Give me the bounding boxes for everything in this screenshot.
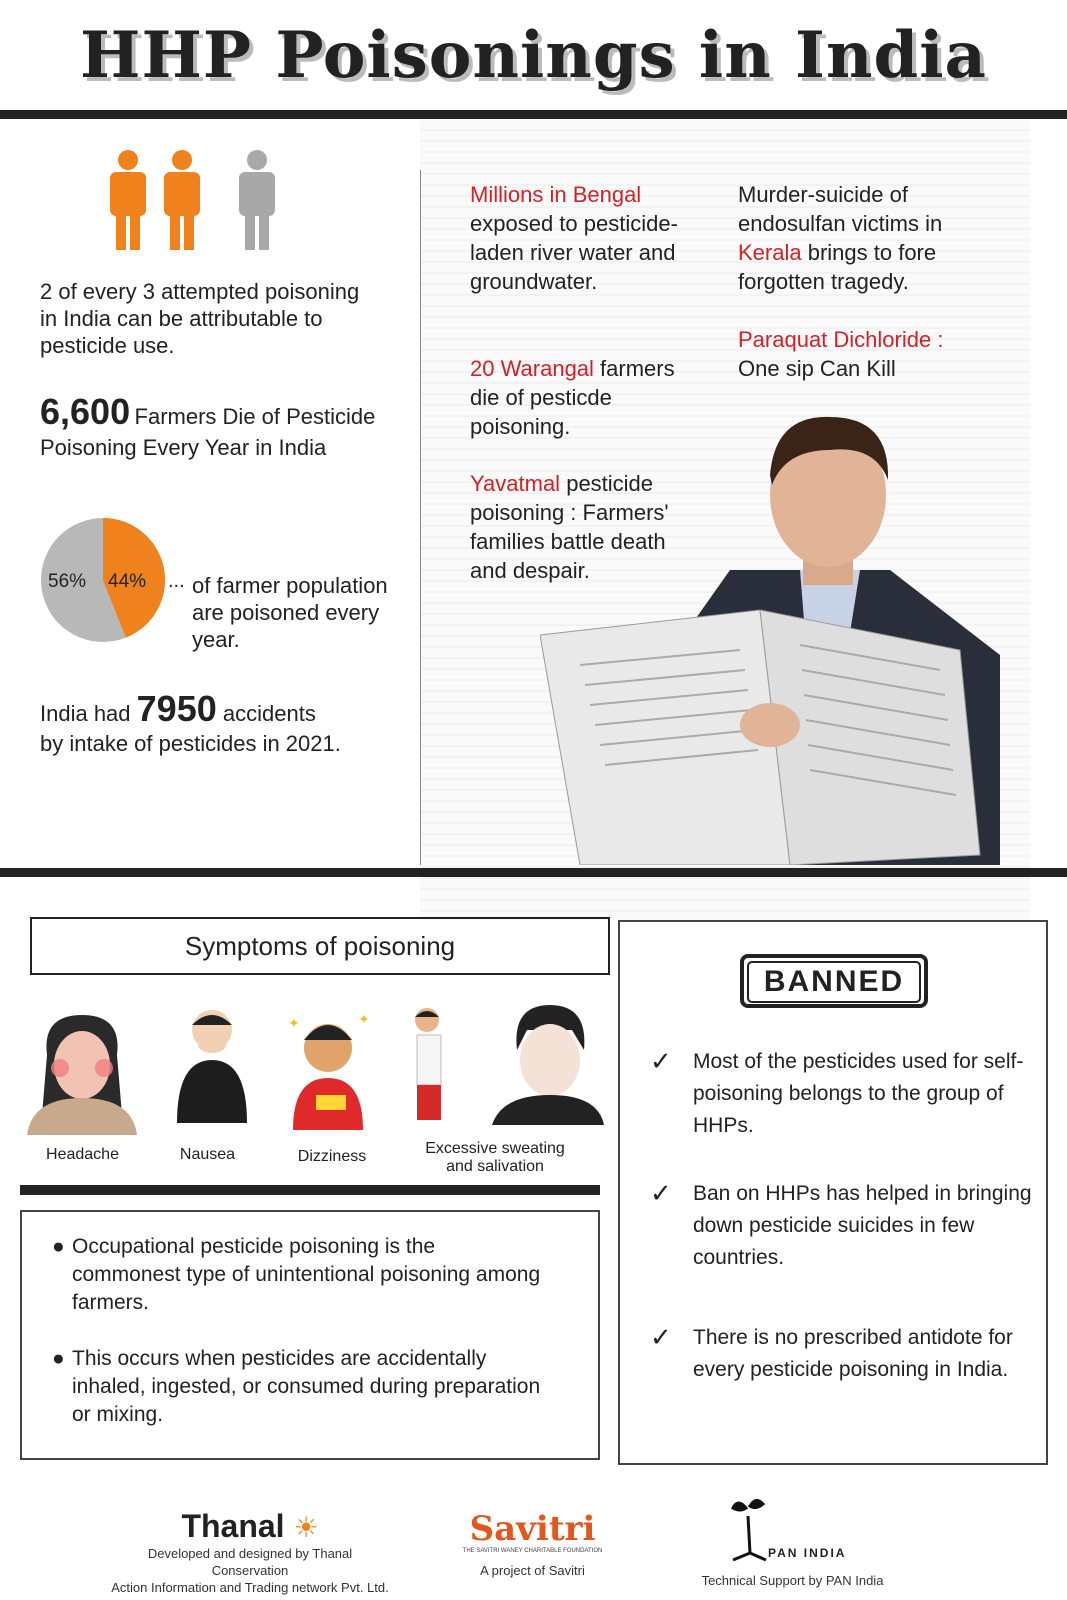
info-bullet-2-text: This occurs when pesticides are accidentally inhaled, ingested, or consumed during preparation or mixing. xyxy=(72,1347,541,1426)
pie-caption: of farmer population are poisoned every year. xyxy=(192,573,388,652)
deaths-stat xyxy=(40,391,420,465)
deaths-text-2: Poisoning Every Year in India xyxy=(40,435,327,460)
headline-paraquat-red: Paraquat Dichloride : xyxy=(738,327,944,352)
headline-kerala xyxy=(738,180,983,296)
thanal-logo xyxy=(110,1508,390,1545)
nausea-illustration xyxy=(172,1005,252,1130)
check-icon: ✓ xyxy=(650,1178,672,1208)
info-bullet-2 xyxy=(52,1345,552,1429)
symptom-label: Dizziness xyxy=(297,1148,367,1165)
headache-illustration xyxy=(22,1010,140,1135)
headline-warangal-text: farmers die of pesticde poisoning. xyxy=(470,356,675,439)
savitri-logo: Savitri xyxy=(469,1509,596,1549)
person-icon xyxy=(164,150,200,250)
headline-kerala-red: Kerala xyxy=(738,240,802,265)
banned-item: There is no prescribed antidote for every pesticide poisoning in India. xyxy=(693,1326,1013,1381)
savitri-footer xyxy=(445,1510,620,1579)
banned-label: BANNED xyxy=(747,961,921,1003)
pan-india-logo-icon xyxy=(728,1498,773,1563)
person-icon xyxy=(239,150,275,250)
svg-text:✦: ✦ xyxy=(358,1012,370,1028)
headline-kerala-post: brings to fore forgotten tragedy. xyxy=(738,240,937,294)
sweating-illustration xyxy=(402,1005,462,1130)
symptoms-title: Symptoms of poisoning xyxy=(30,917,610,975)
thanal-footer xyxy=(110,1508,390,1596)
banned-badge xyxy=(740,954,928,1008)
pan-text: Technical Support by PAN India xyxy=(701,1573,884,1588)
headline-bengal-red: Millions in Bengal xyxy=(470,182,642,207)
pan-name: PAN INDIA xyxy=(768,1546,847,1560)
dizziness-illustration xyxy=(278,1010,378,1135)
headline-bengal xyxy=(470,180,705,296)
pie-label-grey: 56% xyxy=(48,571,87,592)
headline-warangal-red: 20 Warangal xyxy=(470,356,594,381)
bullet-dot: ● xyxy=(52,1347,65,1370)
pie-label-orange: 44% xyxy=(108,571,147,592)
thanal-name: Thanal xyxy=(181,1508,285,1544)
accidents-suffix: accidents xyxy=(222,701,316,726)
top-divider xyxy=(0,110,1067,119)
savitri-text: A project of Savitri xyxy=(480,1563,585,1578)
headline-kerala-pre: Murder-suicide of endosulfan victims in xyxy=(738,182,943,236)
symptoms-divider xyxy=(20,1185,600,1195)
salivation-illustration xyxy=(492,1000,604,1125)
check-icon: ✓ xyxy=(650,1322,672,1352)
population-pie-chart xyxy=(38,515,168,645)
thanal-text-1: Developed and designed by Thanal Conservation xyxy=(147,1546,353,1578)
column-divider xyxy=(420,170,421,865)
symptom-label: Headache xyxy=(46,1146,119,1163)
headline-yavatmal-red: Yavatmal xyxy=(470,471,561,496)
savitri-subtitle: THE SAVITRI WANEY CHARITABLE FOUNDATION xyxy=(462,1548,603,1554)
thanal-text-2: Action Information and Trading network Pvt. Ltd. xyxy=(111,1580,389,1595)
info-bullet-1 xyxy=(52,1233,542,1317)
middle-divider xyxy=(0,868,1067,877)
headline-paraquat xyxy=(738,325,988,383)
headline-yavatmal-text: pesticide poisoning : Farmers' families battle death and despair. xyxy=(470,471,669,583)
deaths-number: 6,600 xyxy=(40,391,131,432)
headline-paraquat-text: One sip Can Kill xyxy=(738,356,896,381)
headline-bengal-text: exposed to pesticide-laden river water and groundwater. xyxy=(470,211,678,294)
info-bullet-1-text: Occupational pesticide poisoning is the commonest type of unintentional poisoning among farmers. xyxy=(72,1235,541,1314)
page-title: HHP Poisonings in India xyxy=(79,18,988,93)
bullet-dot: ● xyxy=(52,1235,65,1258)
accidents-text-2: by intake of pesticides in 2021. xyxy=(40,731,341,756)
man-reading-newspaper-illustration xyxy=(540,395,1030,865)
symptom-label: Nausea xyxy=(179,1146,236,1163)
svg-text:✦: ✦ xyxy=(288,1016,300,1032)
accidents-number: 7950 xyxy=(136,688,217,729)
symptom-label: Excessive sweating and salivation xyxy=(425,1140,565,1175)
person-icon xyxy=(110,150,146,250)
people-ratio-icon xyxy=(100,148,290,258)
banned-item: Most of the pesticides used for self-poisoning belongs to the group of HHPs. xyxy=(693,1050,1024,1137)
banned-item: Ban on HHPs has helped in bringing down pesticide suicides in few countries. xyxy=(693,1182,1032,1269)
accidents-stat xyxy=(40,688,420,759)
deaths-text-1: Farmers Die of Pesticide xyxy=(134,404,376,429)
accidents-prefix: India had xyxy=(40,701,131,726)
sun-wave-icon: ☀ xyxy=(293,1512,319,1543)
check-icon: ✓ xyxy=(650,1046,672,1076)
ratio-stat: 2 of every 3 attempted poisoning in India can be attributable to pesticide use. xyxy=(40,279,360,358)
pie-ellipsis: ... xyxy=(168,570,185,592)
